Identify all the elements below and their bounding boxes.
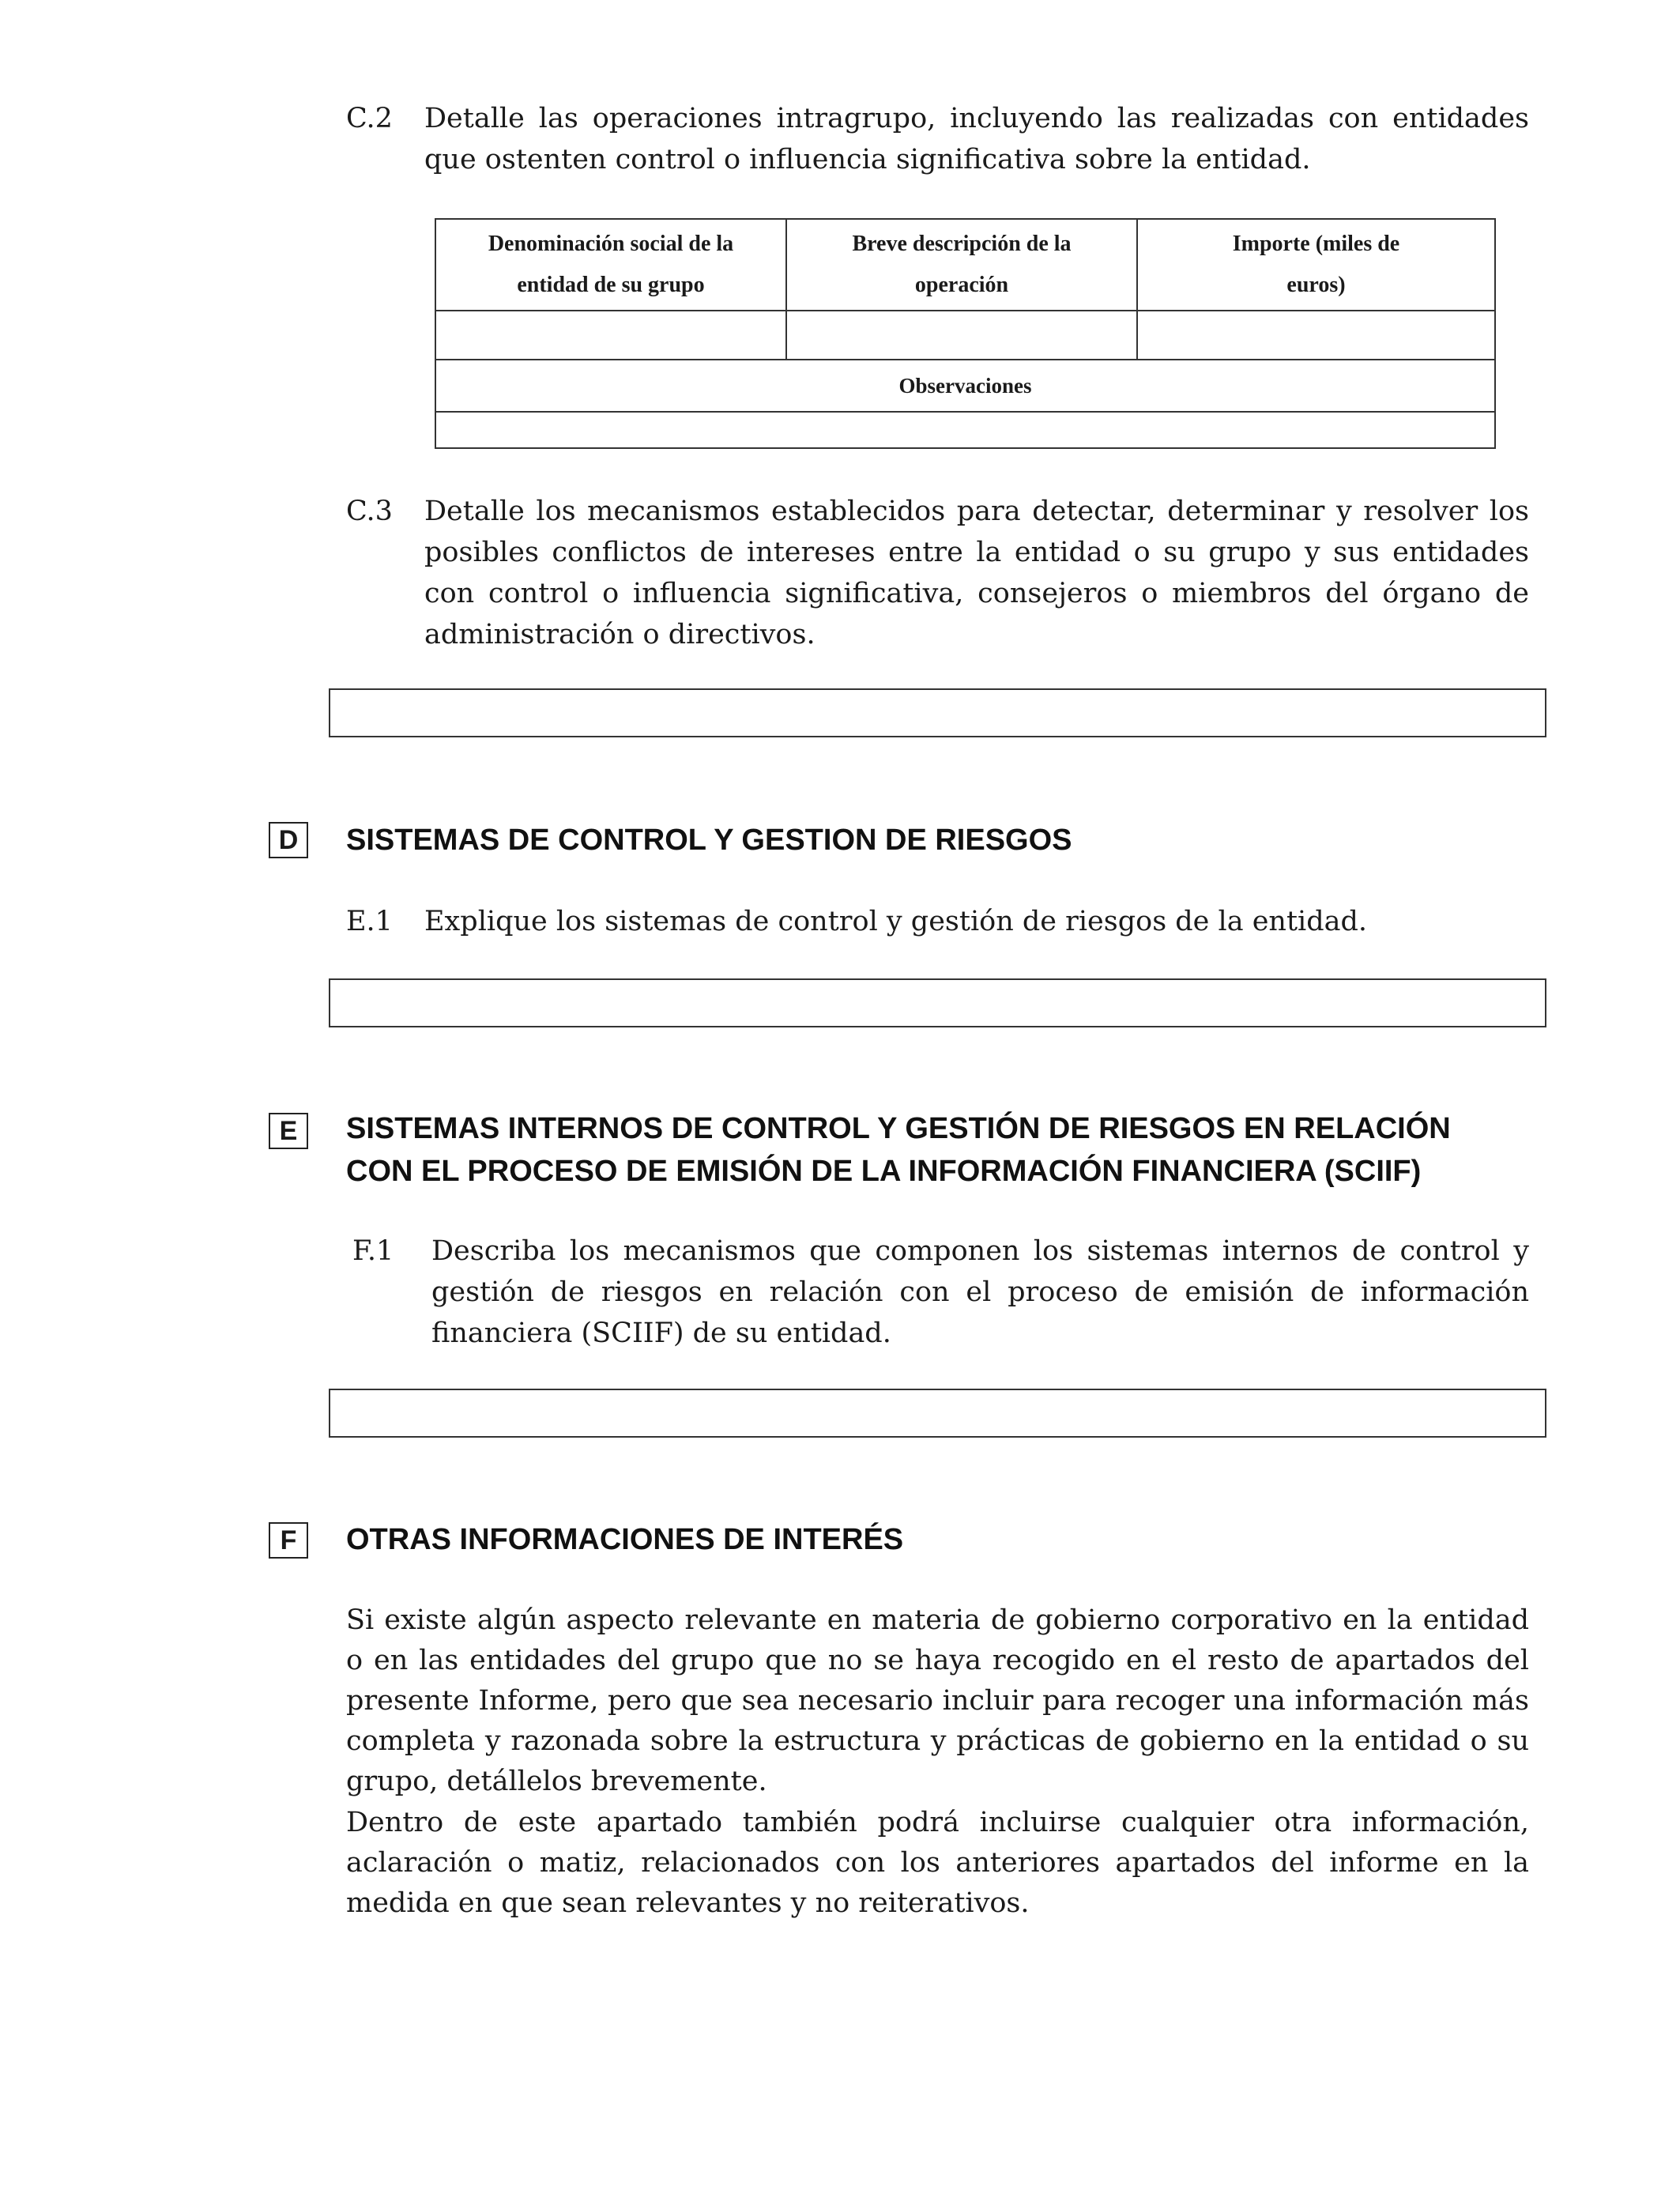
table-row [435, 311, 1495, 360]
section-title-e-line2: CON EL PROCESO DE EMISIÓN DE LA INFORMACIÓN FINANCIERA (SCIIF) [346, 1155, 1422, 1188]
observations-cell[interactable] [435, 412, 1495, 448]
answer-box-e1[interactable] [329, 978, 1546, 1027]
question-text-e1: Explique los sistemas de control y gestión de riesgos de la entidad. [424, 906, 1368, 937]
section-letter-e: E [269, 1113, 308, 1149]
section-letter-d: D [269, 822, 308, 858]
amount-cell[interactable] [1137, 311, 1495, 360]
observations-label: Observaciones [435, 360, 1495, 412]
observations-header-row [435, 360, 1495, 412]
question-text-c3: Detalle los mecanismos establecidos para detectar, determinar y resolver los posibles conflictos de intereses entre la entidad o su grupo y sus entidades con control o influencia significativa, consejeros o miembros del órgano de administración o directivos. [424, 496, 1529, 650]
table-header-row [435, 219, 1495, 311]
question-number-f1: F.1 [352, 1235, 394, 1267]
answer-box-c3[interactable] [329, 688, 1546, 737]
column-header-entity-name: Denominación social de la entidad de su grupo [435, 219, 786, 311]
section-f-paragraph-2: Dentro de este apartado también podrá incluirse cualquier otra información, aclaración o matiz, relacionados con los anteriores apartados del informe en la medida en que sean relevantes y no reiterativos. [346, 1807, 1529, 1919]
observations-row [435, 412, 1495, 448]
intragroup-operations-table [435, 218, 1496, 449]
section-letter-f: F [269, 1522, 308, 1559]
section-title-e-line1: SISTEMAS INTERNOS DE CONTROL Y GESTIÓN DE RIESGOS EN RELACIÓN [346, 1112, 1451, 1145]
question-text-c2: Detalle las operaciones intragrupo, incluyendo las realizadas con entidades que ostenten control o influencia significativa sobre la entidad. [424, 103, 1529, 175]
question-number-c2: C.2 [346, 103, 393, 134]
section-title-d: SISTEMAS DE CONTROL Y GESTION DE RIESGOS [346, 824, 1072, 857]
column-header-operation-description: Breve descripción de la operación [786, 219, 1137, 311]
section-title-f: OTRAS INFORMACIONES DE INTERÉS [346, 1523, 904, 1556]
section-f-paragraph-1: Si existe algún aspecto relevante en materia de gobierno corporativo en la entidad o en las entidades del grupo que no se haya recogido en el resto de apartados del presente Informe, pero que sea necesario incluir para recoger una información más completa y razonada sobre la estructura y prácticas de gobierno en la entidad o su grupo, detállelos brevemente. [346, 1604, 1529, 1797]
answer-box-f1[interactable] [329, 1389, 1546, 1438]
question-number-e1: E.1 [346, 906, 393, 937]
operation-description-cell[interactable] [786, 311, 1137, 360]
column-header-amount: Importe (miles de euros) [1137, 219, 1495, 311]
entity-name-cell[interactable] [435, 311, 786, 360]
question-text-f1: Describa los mecanismos que componen los sistemas internos de control y gestión de riesgos en relación con el proceso de emisión de información financiera (SCIIF) de su entidad. [431, 1235, 1529, 1349]
question-number-c3: C.3 [346, 496, 393, 527]
